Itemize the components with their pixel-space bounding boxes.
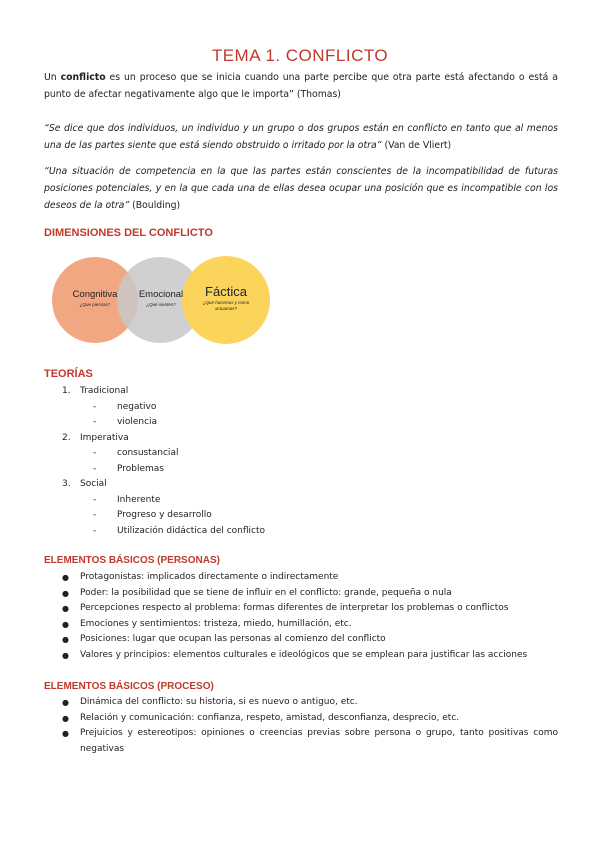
emotional-label: Emocional (138, 289, 184, 300)
list-item-label: Tradicional (80, 386, 129, 396)
quote-boulding (44, 163, 558, 214)
bullet-icon: ● (62, 650, 69, 660)
list-subitem (62, 462, 522, 478)
list-subitem-label: Utilización didáctica del conflicto (117, 525, 266, 536)
bullet-icon: ● (62, 573, 69, 582)
quote-boulding-text: “Una situación de competencia en la que las partes están conscientes de la incompatibilidad de futuras posiciones potenciales, y en la que cada una de ellas desea ocupar una posición que es incompatible con los deseos de la otra” (44, 166, 558, 211)
proceso-heading: ELEMENTOS BÁSICOS (PROCESO) (44, 681, 214, 692)
list-number: 3. (62, 479, 71, 489)
list-subitem-label: negativo (117, 401, 157, 412)
intro-keyword: conflicto (60, 72, 106, 83)
list-item-label: Percepciones respecto al problema: formas diferentes de interpretar los problemas o conflictos (80, 603, 509, 613)
list-item (62, 586, 562, 602)
intro-text-rest: es un proceso que se inicia cuando una parte percibe que otra parte está afectando o está a punto de afectar negativamente algo que le importa” (Thomas) (44, 72, 559, 100)
list-item-label: Imperativa (80, 432, 129, 443)
list-subitem (62, 446, 522, 462)
bullet-icon: ● (62, 635, 69, 644)
list-item (62, 384, 522, 400)
list-item (62, 726, 558, 757)
quote-vliert-text: “Se dice que dos individuos, un individuo y un grupo o dos grupos están en conflicto en tanto que al menos una de las partes siente que está siendo obstruido o irritado por la otra” (44, 123, 558, 151)
bullet-icon: ● (62, 619, 69, 629)
list-subitem (62, 493, 522, 509)
proceso-list (62, 695, 558, 757)
list-item (62, 695, 558, 711)
intro-paragraph (44, 69, 558, 103)
list-item-label: Dinámica del conflicto: su historia, si es nuevo o antiguo, etc. (80, 697, 358, 707)
list-item (62, 477, 522, 493)
cognitive-label: Congnitiva (72, 289, 118, 300)
list-subitem-label: Problemas (117, 463, 164, 474)
quote-boulding-author: (Boulding) (129, 200, 181, 211)
emotional-sublabel: ¿Qué sientes? (146, 302, 176, 307)
teorias-list (62, 384, 522, 539)
list-number: 1. (62, 386, 71, 396)
list-item-label: Relación y comunicación: confianza, respeto, amistad, desconfianza, desprecio, etc. (80, 712, 460, 723)
list-number: 2. (62, 432, 71, 443)
bullet-icon: ● (62, 604, 69, 613)
list-item-label: Emociones y sentimientos: tristeza, miedo, humillación, etc. (80, 618, 352, 629)
list-subitem-label: Inherente (117, 494, 161, 505)
list-item (62, 570, 562, 586)
list-item (62, 711, 558, 727)
list-item-label: Social (80, 479, 107, 489)
list-item-label: Prejuicios y estereotipos: opiniones o creencias previas sobre persona o grupo, tanto positivas como negativas (80, 728, 558, 754)
dash-bullet: - (93, 510, 97, 520)
list-item-label: Protagonistas: implicados directamente o indirectamente (80, 572, 339, 582)
list-subitem-label: consustancial (117, 448, 179, 458)
intro-text-start: Un (44, 72, 61, 83)
factual-label: Fáctica (205, 284, 247, 299)
list-subitem (62, 508, 522, 524)
dimensions-heading: DIMENSIONES DEL CONFLICTO (44, 227, 213, 239)
personas-heading: ELEMENTOS BÁSICOS (PERSONAS) (44, 555, 220, 566)
list-subitem-label: violencia (117, 417, 158, 427)
list-subitem-label: Progreso y desarrollo (117, 510, 212, 520)
page-title: TEMA 1. CONFLICTO (211, 46, 389, 65)
list-item (62, 648, 562, 664)
cognitive-sublabel: ¿Que piensas? (79, 302, 111, 307)
dash-bullet: - (93, 417, 97, 427)
list-item (62, 601, 562, 617)
list-item (62, 431, 522, 447)
dash-bullet: - (93, 448, 97, 458)
list-subitem (62, 400, 522, 416)
bullet-icon: ● (62, 713, 69, 723)
list-item (62, 632, 562, 648)
bullet-icon: ● (62, 729, 69, 738)
quote-vliert-author: (Van de Vliert) (381, 140, 452, 151)
list-item-label: Posiciones: lugar que ocupan las personas al comienzo del conflicto (80, 634, 386, 644)
quote-vliert (44, 120, 558, 154)
dash-bullet: - (93, 525, 97, 536)
dash-bullet: - (93, 401, 97, 412)
list-item (62, 617, 562, 633)
dash-bullet: - (93, 494, 97, 505)
teorias-heading: TEORÍAS (44, 368, 93, 380)
bullet-icon: ● (62, 588, 69, 598)
list-subitem (62, 415, 522, 431)
factual-sublabel: ¿Que hacemos y como actuamos? (202, 300, 250, 311)
personas-list (62, 570, 562, 663)
dash-bullet: - (93, 463, 97, 474)
list-item-label: Poder: la posibilidad que se tiene de influir en el conflicto: grande, pequeña o nula (80, 587, 452, 598)
bullet-icon: ● (62, 698, 69, 707)
list-subitem (62, 524, 522, 540)
list-item-label: Valores y principios: elementos culturales e ideológicos que se emplean para justificar las acciones (80, 649, 528, 660)
